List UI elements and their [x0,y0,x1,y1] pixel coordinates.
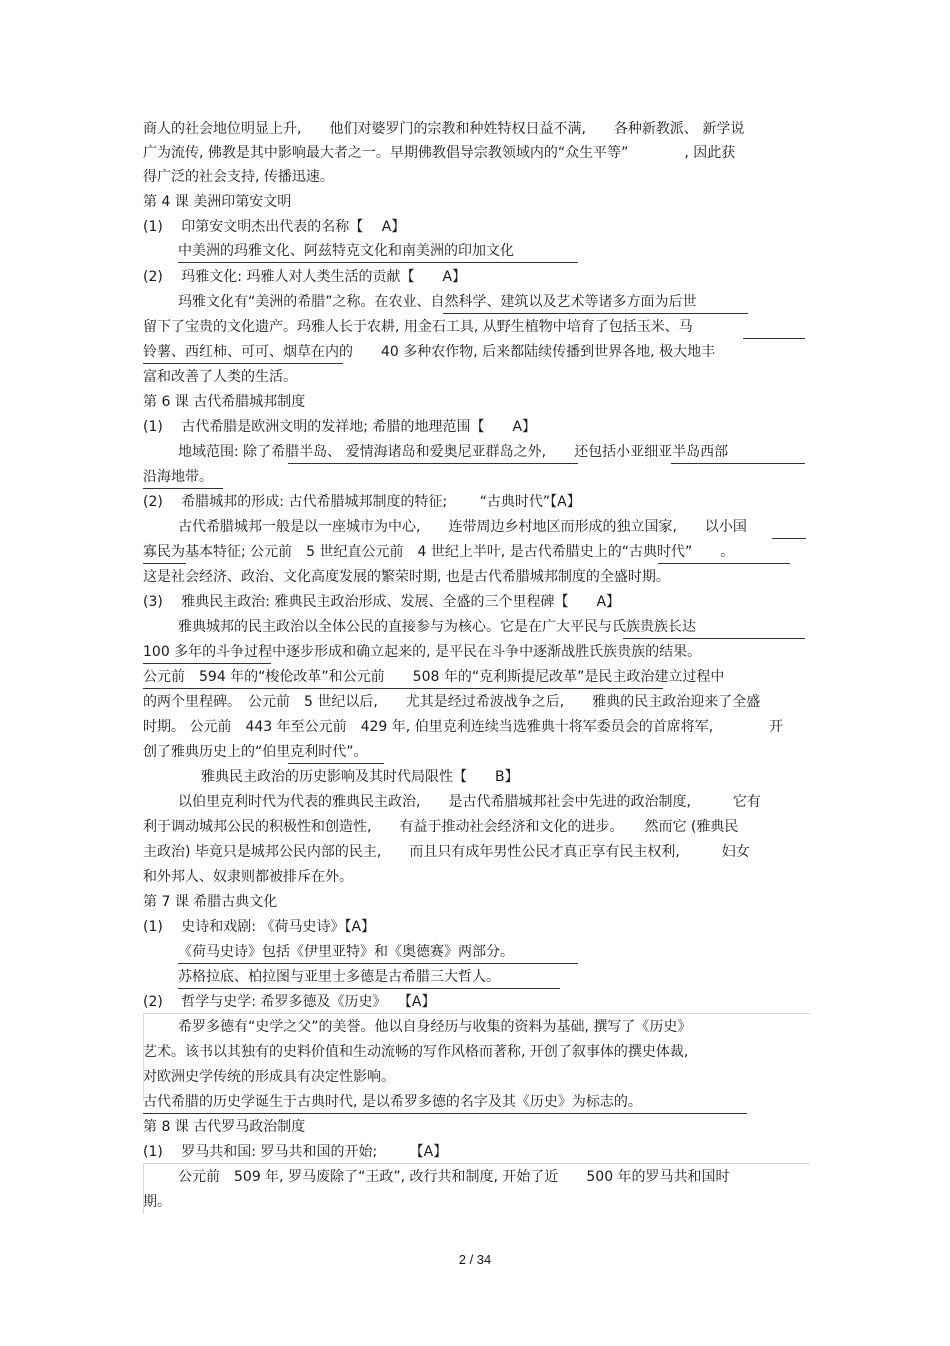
text-line: 地域范围: 除了希腊半岛、 爱情海诸岛和爱奥尼亚群岛之外, 还包括小亚细亚半岛西部 [178,444,729,460]
underline [178,963,578,964]
underline [143,688,663,689]
section-heading: (1) 古代希腊是欧洲文明的发祥地; 希腊的地理范围【 A】 [143,419,537,435]
text-line: 时期。 公元前 443 年至公元前 429 年, 伯里克利连续当选雅典十将军委员会的首席将军, 开 [143,719,784,735]
text-line: 《荷马史诗》包括《伊里亚特》和《奥德赛》两部分。 [178,944,514,960]
text-line: 这是社会经济、政治、文化高度发展的繁荣时期, 也是古代希腊城邦制度的全盛时期。 [143,569,670,585]
text-line: 商人的社会地位明显上升, 他们对婆罗门的宗教和种姓特权日益不满, 各种新教派、 新学说 [143,121,745,137]
text-line: 100 多年的斗争过程中逐步形成和确立起来的, 是平民在斗争中逐渐战胜氏族贵族的结果。 [143,644,702,660]
page-number: 2 / 34 [458,1252,492,1267]
text-line: 期。 [143,1194,171,1210]
underline [143,563,186,564]
lesson-heading: 第 6 课 古代希腊城邦制度 [143,394,306,410]
text-line: 古代希腊的历史学诞生于古典时代, 是以希罗多德的名字及其《历史》为标志的。 [143,1094,642,1110]
text-line: 公元前 509 年, 罗马废除了“王政”, 改行共和制度, 开始了近 500 年的罗马共和国时 [178,1169,730,1185]
underline [178,988,560,989]
underline [623,638,805,639]
section-heading: (2) 玛雅文化: 玛雅人对人类生活的贡献【 A】 [143,269,467,285]
text-line: 主政治) 毕竟只是城邦公民内部的民主, 而且只有成年男性公民才真正享有民主权利, 妇女 [143,844,750,860]
underline [288,463,578,464]
underline [143,663,271,664]
text-line: 沿海地带。 [143,469,213,485]
text-line: 艺术。该书以其独有的史料价值和生动流畅的写作风格而著称, 开创了叙事体的撰史体裁, [143,1044,689,1060]
text-line: 玛雅文化有“美洲的希腊”之称。在农业、自然科学、建筑以及艺术等诸多方面为后世 [178,294,697,310]
text-line: 雅典城邦的民主政治以全体公民的直接参与为核心。它是在广大平民与氏族贵族长达 [178,619,696,635]
underline [143,363,343,364]
section-heading: (3) 雅典民主政治: 雅典民主政治形成、发展、全盛的三个里程碑【 A】 [143,594,621,610]
section-heading: (1) 印第安文明杰出代表的名称【 A】 [143,219,406,235]
underline [143,488,223,489]
text-line: 的两个里程碑。 公元前 5 世纪以后, 尤其是经过希波战争之后, 雅典的民主政治迎来了全盛 [143,694,761,710]
section-heading: (1) 史诗和戏剧: 《荷马史诗》【A】 [143,919,376,935]
underline [658,563,790,564]
text-line: 利于调动城邦公民的积极性和创造性, 有益于推动社会经济和文化的进步。 然而它 (雅典民 [143,819,739,835]
frame-line [143,1013,810,1101]
text-line: 以伯里克利时代为代表的雅典民主政治, 是古代希腊城邦社会中先进的政治制度, 它有 [178,794,761,810]
section-heading: 雅典民主政治的历史影响及其时代局限性【 B】 [201,769,519,785]
frame-line [143,1163,810,1214]
text-line: 和外邦人、奴隶则都被排斥在外。 [143,869,353,885]
text-line: 对欧洲史学传统的形成具有决定性影响。 [143,1069,395,1085]
underline [671,463,805,464]
section-heading: (2) 希腊城邦的形成: 古代希腊城邦制度的特征; “古典时代”【A】 [143,494,581,510]
text-line: 苏格拉底、柏拉图与亚里士多德是古希腊三大哲人。 [178,969,500,985]
text-line: 留下了宝贵的文化遗产。玛雅人长于农耕, 用金石工具, 从野生植物中培育了包括玉米、马 [143,319,693,335]
underline [772,538,806,539]
section-heading: (1) 罗马共和国: 罗马共和国的开始; 【A】 [143,1144,448,1160]
text-line: 得广泛的社会支持, 传播迅速。 [143,169,334,185]
text-line: 富和改善了人类的生活。 [143,369,297,385]
text-line: 古代希腊城邦一般是以一座城市为中心, 连带周边乡村地区而形成的独立国家, 以小国 [178,519,747,535]
text-line: 铃薯、西红柿、可可、烟草在内的 40 多种农作物, 后来都陆续传播到世界各地, 极大地丰 [143,344,716,360]
underline [288,763,384,764]
text-line: 创了雅典历史上的“伯里克利时代”。 [143,744,368,760]
underline [443,313,748,314]
text-line: 广为流传, 佛教是其中影响最大者之一。早期佛教倡导宗教领域内的“众生平等” , 因此获 [143,145,736,161]
text-line: 寡民为基本特征; 公元前 5 世纪直公元前 4 世纪上半叶, 是古代希腊史上的“古典时代” 。 [143,544,735,560]
text-line: 希罗多德有“史学之父”的美誉。他以自身经历与收集的资料为基础, 撰写了《历史》 [178,1019,692,1035]
text-line: 中美洲的玛雅文化、阿兹特克文化和南美洲的印加文化 [178,243,514,259]
lesson-heading: 第 7 课 希腊古典文化 [143,894,278,910]
lesson-heading: 第 4 课 美洲印第安文明 [143,194,292,210]
section-heading: (2) 哲学与史学: 希罗多德及《历史》 【A】 [143,994,436,1010]
lesson-heading: 第 8 课 古代罗马政治制度 [143,1119,306,1135]
text-line: 公元前 594 年的“梭伦改革”和公元前 508 年的“克利斯提尼改革”是民主政治建立过程中 [143,669,725,685]
underline [143,1113,747,1114]
underline [743,338,805,339]
underline [178,262,578,263]
